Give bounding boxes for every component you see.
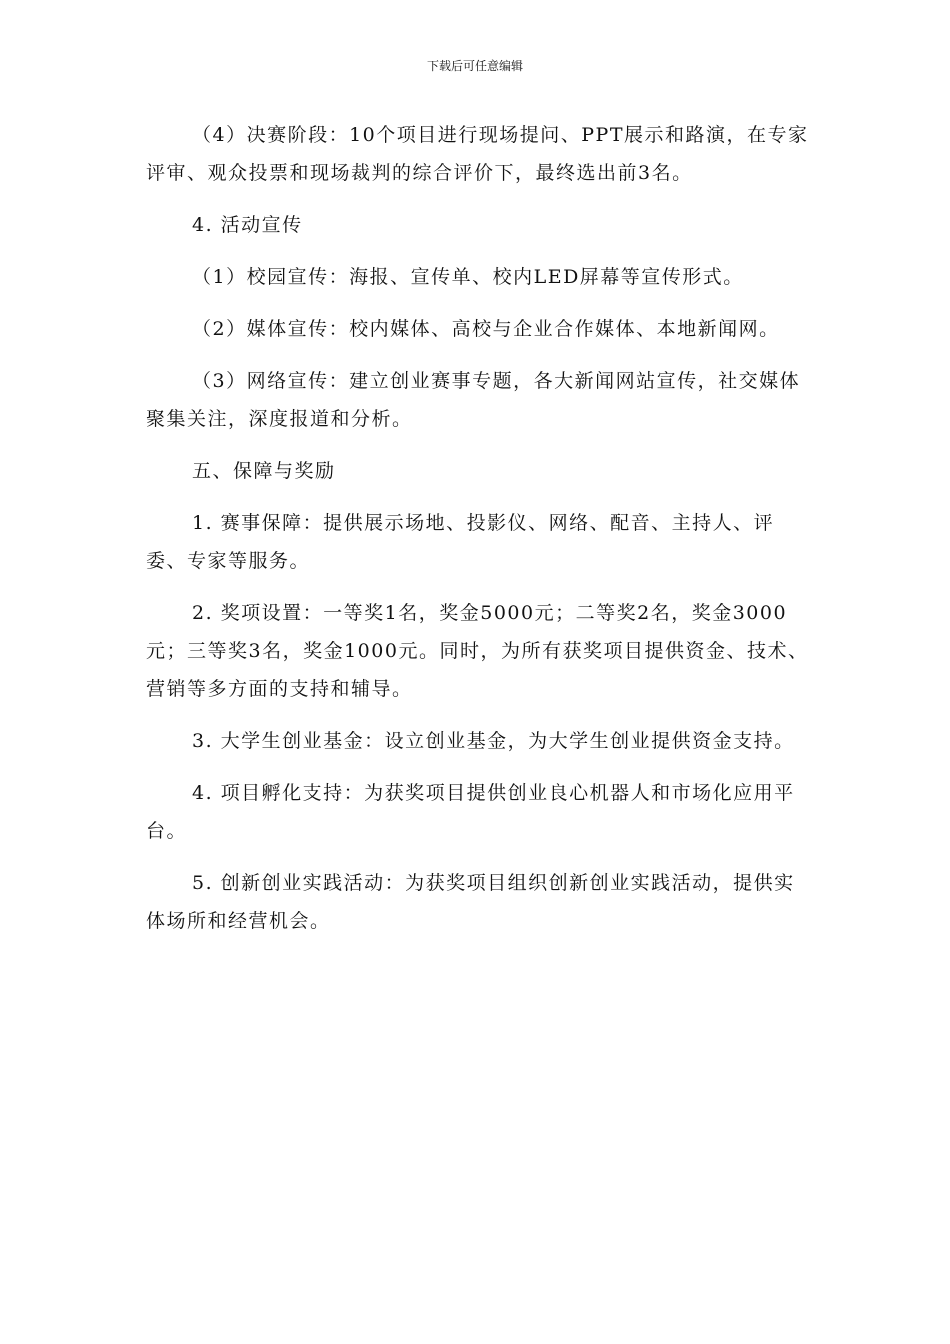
paragraph-award-settings: 2. 奖项设置：一等奖1名，奖金5000元；二等奖2名，奖金3000元；三等奖3名，奖金1000元。同时，为所有获奖项目提供资金、技术、营销等多方面的支持和辅导。: [146, 602, 809, 700]
document-body: [146, 116, 811, 954]
heading-activity-promotion: 4. 活动宣传: [192, 214, 303, 236]
paragraph-media-promotion: （2）媒体宣传：校内媒体、高校与企业合作媒体、本地新闻网。: [192, 318, 780, 340]
heading-guarantee-rewards: 五、保障与奖励: [192, 460, 336, 482]
paragraph-practice-activities: 5. 创新创业实践活动：为获奖项目组织创新创业实践活动，提供实体场所和经营机会。: [146, 872, 795, 932]
paragraph-final-stage: （4）决赛阶段：10个项目进行现场提问、PPT展示和路演，在专家评审、观众投票和现场裁判的综合评价下，最终选出前3名。: [146, 124, 809, 184]
page-header: 下载后可任意编辑: [426, 59, 523, 73]
paragraph-campus-promotion: （1）校园宣传：海报、宣传单、校内LED屏幕等宣传形式。: [192, 266, 744, 288]
paragraph-event-guarantee: 1. 赛事保障：提供展示场地、投影仪、网络、配音、主持人、评委、专家等服务。: [146, 512, 775, 572]
paragraph-online-promotion: （3）网络宣传：建立创业赛事专题，各大新闻网站宣传，社交媒体聚集关注，深度报道和分析。: [146, 370, 801, 430]
paragraph-incubation-support: 4. 项目孵化支持：为获奖项目提供创业良心机器人和市场化应用平台。: [146, 782, 795, 842]
paragraph-startup-fund: 3. 大学生创业基金：设立创业基金，为大学生创业提供资金支持。: [192, 730, 795, 752]
